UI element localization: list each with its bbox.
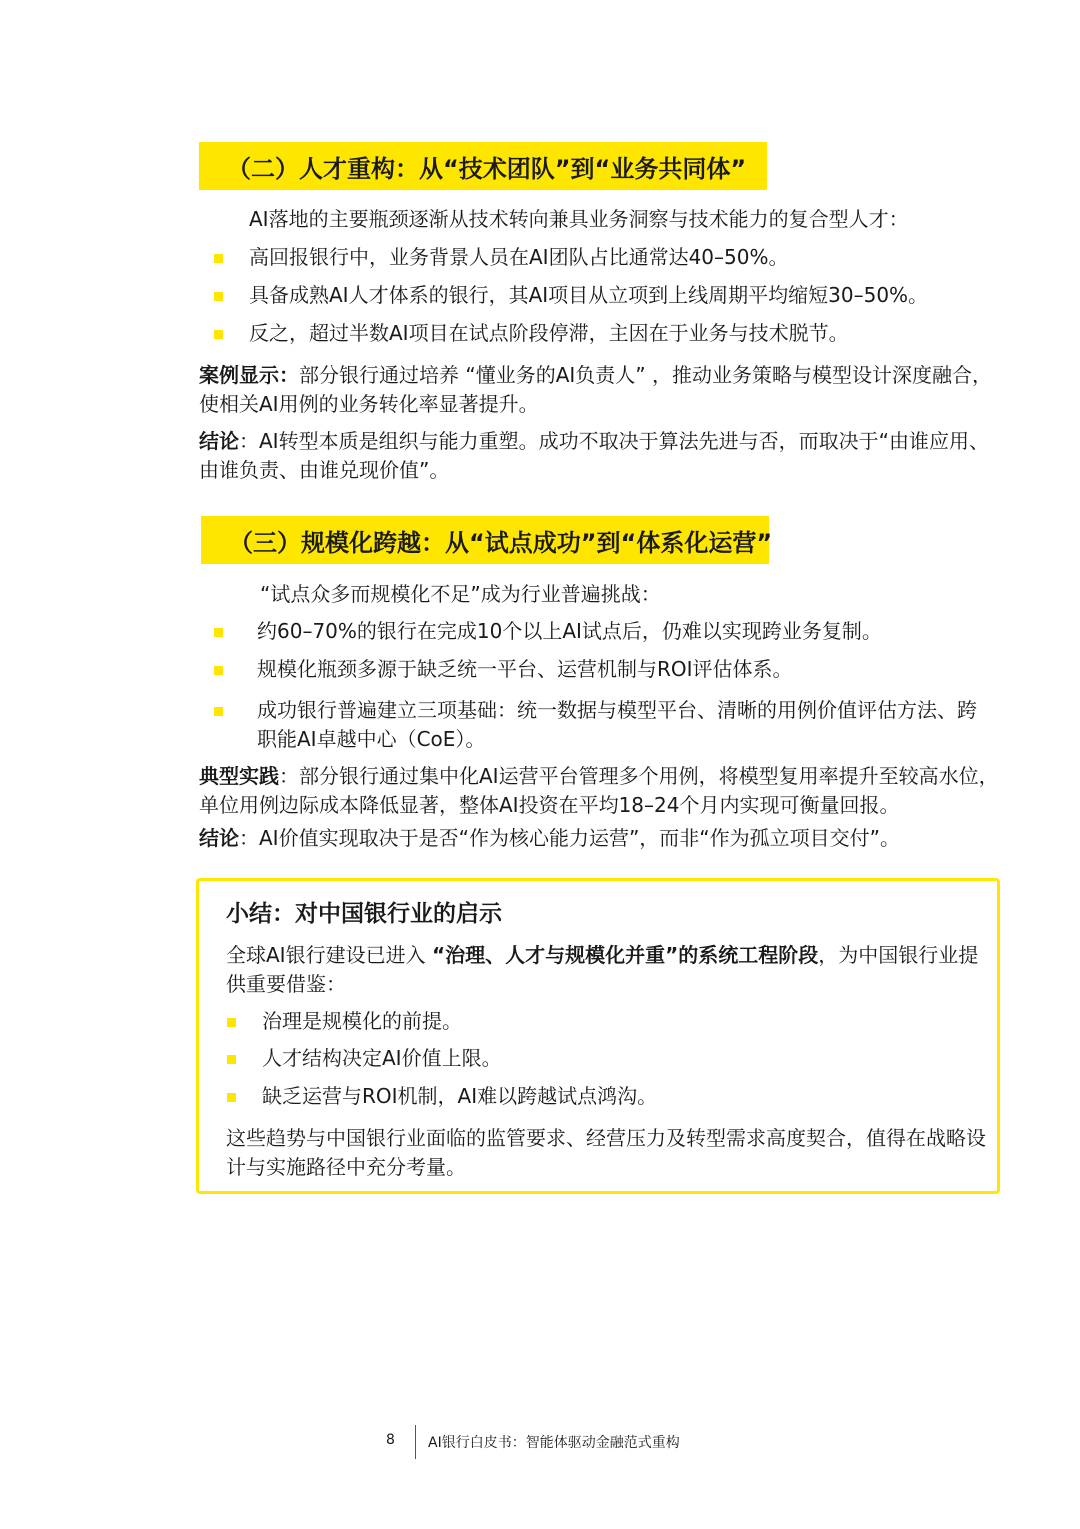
list-item: 缺乏运营与ROI机制，AI难以跨越试点鸿沟。 <box>262 1084 658 1108</box>
conclusion-label: 结论 <box>199 826 239 850</box>
summary-title: 小结：对中国银行业的启示 <box>226 901 502 927</box>
conclusion-paragraph <box>199 427 999 485</box>
conclusion-paragraph <box>199 824 999 853</box>
practice-paragraph <box>199 762 999 820</box>
list-item: 治理是规模化的前提。 <box>262 1009 462 1033</box>
practice-text: ：部分银行通过集中化AI运营平台管理多个用例，将模型复用率提升至较高水位，单位用例边际成本降低显著，整体AI投资在平均18–24个月内实现可衡量回报。 <box>199 764 999 817</box>
bullet-marker <box>214 254 223 263</box>
practice-label: 典型实践 <box>199 764 279 788</box>
section-intro: “试点众多而规模化不足”成为行业普遍挑战： <box>260 582 661 606</box>
list-item: 具备成熟AI人才体系的银行，其AI项目从立项到上线周期平均缩短30–50%。 <box>249 283 929 307</box>
case-label: 案例显示： <box>199 363 299 387</box>
conclusion-text: ：AI转型本质是组织与能力重塑。成功不取决于算法先进与否，而取决于“由谁应用、由谁负责、由谁兑现价值”。 <box>199 429 989 482</box>
list-item: 高回报银行中，业务背景人员在AI团队占比通常达40–50%。 <box>249 245 789 269</box>
summary-closing: 这些趋势与中国银行业面临的监管要求、经营压力及转型需求高度契合，值得在战略设计与实施路径中充分考量。 <box>226 1126 986 1179</box>
list-item: 成功银行普遍建立三项基础：统一数据与模型平台、清晰的用例价值评估方法、跨职能AI卓越中心（CoE）。 <box>257 698 977 751</box>
bullet-marker <box>227 1055 236 1064</box>
list-item: 反之，超过半数AI项目在试点阶段停滞，主因在于业务与技术脱节。 <box>249 321 849 345</box>
case-paragraph <box>199 361 999 419</box>
summary-intro-emphasis: “治理、人才与规模化并重”的系统工程阶段 <box>431 943 819 967</box>
section-heading: （三）规模化跨越：从“试点成功”到“体系化运营” <box>201 516 769 564</box>
summary-intro-text: ，为中国银行业提供重要借鉴： <box>226 943 979 996</box>
bullet-marker <box>227 1018 236 1027</box>
summary-intro <box>226 941 986 999</box>
summary-intro-text: 全球AI银行建设已进入 <box>226 943 432 967</box>
bullet-marker <box>214 292 223 301</box>
bullet-marker <box>214 707 223 716</box>
section-intro: AI落地的主要瓶颈逐渐从技术转向兼具业务洞察与技术能力的复合型人才： <box>249 207 909 231</box>
conclusion-label: 结论 <box>199 429 239 453</box>
bullet-marker <box>227 1093 236 1102</box>
bullet-marker <box>214 628 223 637</box>
section-heading: （二）人才重构：从“技术团队”到“业务共同体” <box>199 142 767 190</box>
list-item: 约60–70%的银行在完成10个以上AI试点后，仍难以实现跨业务复制。 <box>257 619 882 643</box>
list-item: 规模化瓶颈多源于缺乏统一平台、运营机制与ROI评估体系。 <box>257 657 793 681</box>
case-text: 部分银行通过培养 “懂业务的AI负责人” ，推动业务策略与模型设计深度融合，使相关AI用例的业务转化率显著提升。 <box>199 363 993 416</box>
list-item: 人才结构决定AI价值上限。 <box>262 1046 502 1070</box>
bullet-marker <box>214 666 223 675</box>
page-number: 8 <box>386 1432 395 1448</box>
footer-title: AI银行白皮书：智能体驱动金融范式重构 <box>428 1435 680 1451</box>
conclusion-text: ：AI价值实现取决于是否“作为核心能力运营”，而非“作为孤立项目交付”。 <box>239 826 901 850</box>
footer-divider <box>415 1425 416 1459</box>
bullet-marker <box>214 330 223 339</box>
